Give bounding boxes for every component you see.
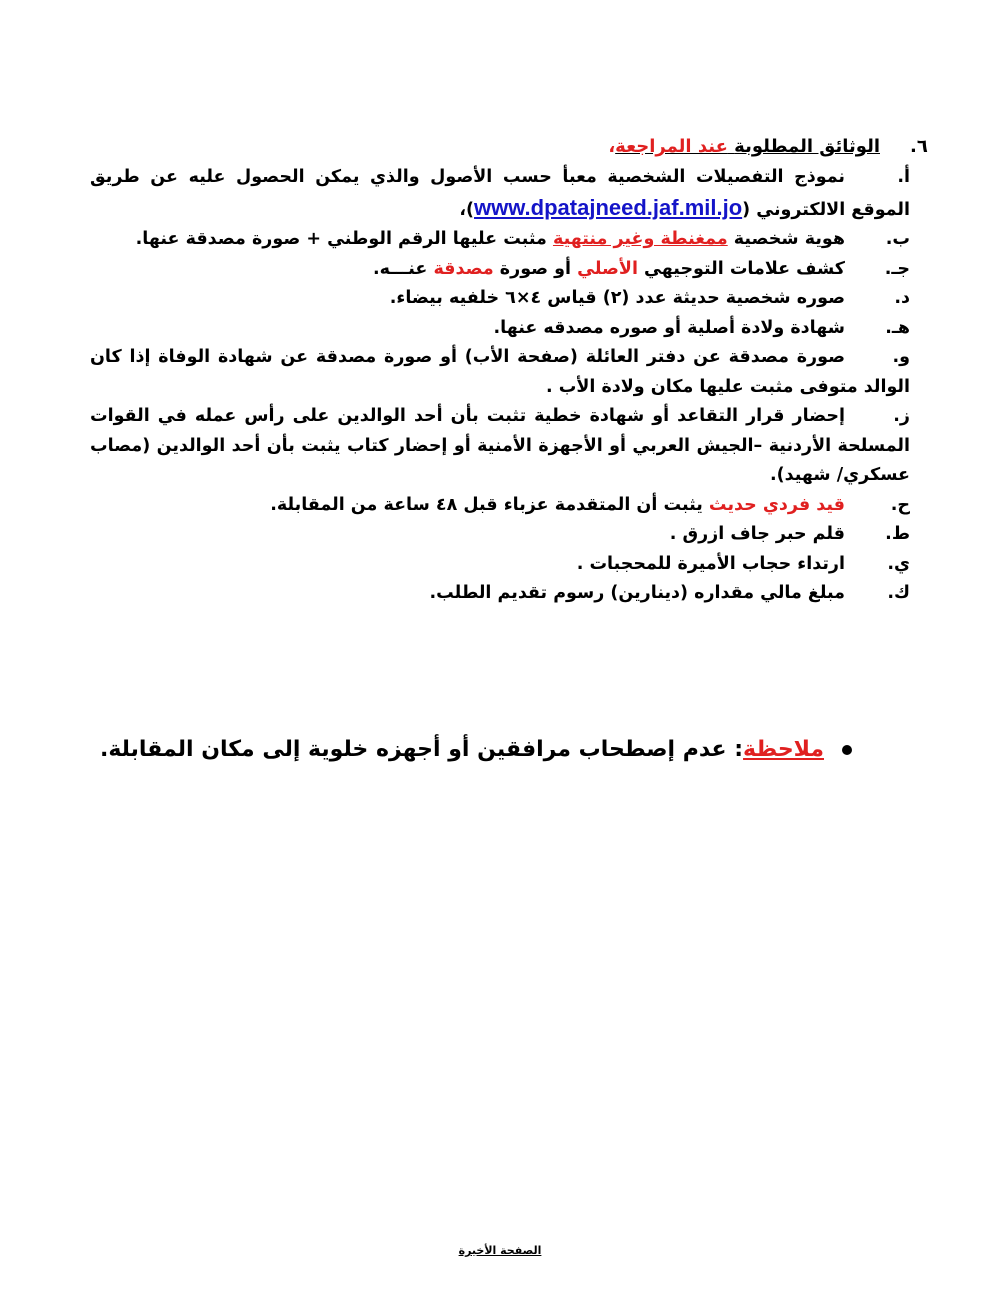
item-text: كشف علامات التوجيهي <box>637 258 845 279</box>
section-number: ٦. <box>910 136 928 157</box>
item-highlight: قيد فردي حديث <box>708 494 845 515</box>
list-item <box>90 520 910 550</box>
item-label: جـ. <box>884 258 910 279</box>
website-link[interactable]: www.dpatajneed.jaf.mil.jo <box>474 194 743 220</box>
item-highlight: مصدقة <box>433 258 494 279</box>
item-label: ك. <box>887 583 910 603</box>
item-highlight: ممغنطة وغير منتهية <box>552 229 728 249</box>
list-item <box>90 314 910 344</box>
section-title-text: الوثائق المطلوبة <box>734 136 880 157</box>
item-label: ح. <box>890 494 910 515</box>
item-label: أ. <box>897 167 910 187</box>
item-text: هوية شخصية <box>727 229 845 249</box>
item-text: أو صورة <box>493 258 578 279</box>
section-title-highlight: عند المراجعة <box>615 136 728 157</box>
item-text: قلم حبر جاف ازرق . <box>669 524 845 544</box>
page-footer <box>0 1244 1000 1257</box>
list-item <box>90 402 910 491</box>
item-text: يثبت أن المتقدمة عزباء قبل ٤٨ ساعة من المقابلة. <box>270 494 709 515</box>
list-item <box>90 491 910 521</box>
section-heading <box>608 133 928 161</box>
item-text: إحضار قرار التقاعد أو شهادة خطية تثبت بأن أحد الوالدين على رأس عمله في القوات المسلحة الأردنية –الجيش العربي أو الأجهزة الأمنية أو إحضار كتاب يثبت بأن أحد الوالدين (مصاب عسكري/ شهيد). <box>90 406 910 485</box>
note-label: ملاحظة <box>743 737 824 762</box>
item-label: و. <box>892 347 910 367</box>
item-label: ب. <box>885 229 910 249</box>
item-text: )، <box>459 199 475 220</box>
footer-text: الصفحة الأخيرة <box>458 1244 542 1257</box>
list-item <box>90 343 910 402</box>
item-text: مثبت عليها الرقم الوطني + صورة مصدقة عنها. <box>135 229 553 249</box>
item-text: ارتداء حجاب الأميرة للمحجبات . <box>576 553 845 574</box>
item-label: ط. <box>885 524 910 544</box>
bullet-icon <box>842 745 852 755</box>
section-title <box>615 136 880 157</box>
note-text: : عدم إصطحاب مرافقين أو أجهزه خلوية إلى مكان المقابلة. <box>99 737 744 762</box>
list-item <box>90 579 910 609</box>
item-highlight: الأصلي <box>577 258 638 279</box>
item-text: صوره شخصية حديثة عدد (٢) قياس ٤×٦ خلفيه بيضاء. <box>389 288 845 308</box>
item-text: صورة مصدقة عن دفتر العائلة (صفحة الأب) أو صورة مصدقة عن شهادة الوفاة إذا كان الوالد متوفى مثبت عليها مكان ولادة الأب . <box>90 347 910 397</box>
item-label: ز. <box>893 406 910 426</box>
list-item <box>90 225 910 255</box>
section-title-end: ، <box>608 136 616 157</box>
item-text: عنـــه. <box>373 258 434 279</box>
list-item <box>90 255 910 285</box>
item-label: هـ. <box>885 317 910 338</box>
list-item <box>90 550 910 580</box>
item-text: نموذج التفصيلات الشخصية معبأ حسب الأصول والذي يمكن الحصول عليه عن طريق الموقع الالكتروني ( <box>90 167 910 220</box>
note <box>100 733 852 767</box>
list-item <box>90 284 910 314</box>
item-label: ي. <box>887 553 910 574</box>
list-item <box>90 163 910 225</box>
requirements-list <box>90 163 910 609</box>
item-text: مبلغ مالي مقداره (دينارين) رسوم تقديم الطلب. <box>429 583 845 603</box>
item-label: د. <box>894 288 910 308</box>
item-text: شهادة ولادة أصلية أو صوره مصدقه عنها. <box>493 317 845 338</box>
